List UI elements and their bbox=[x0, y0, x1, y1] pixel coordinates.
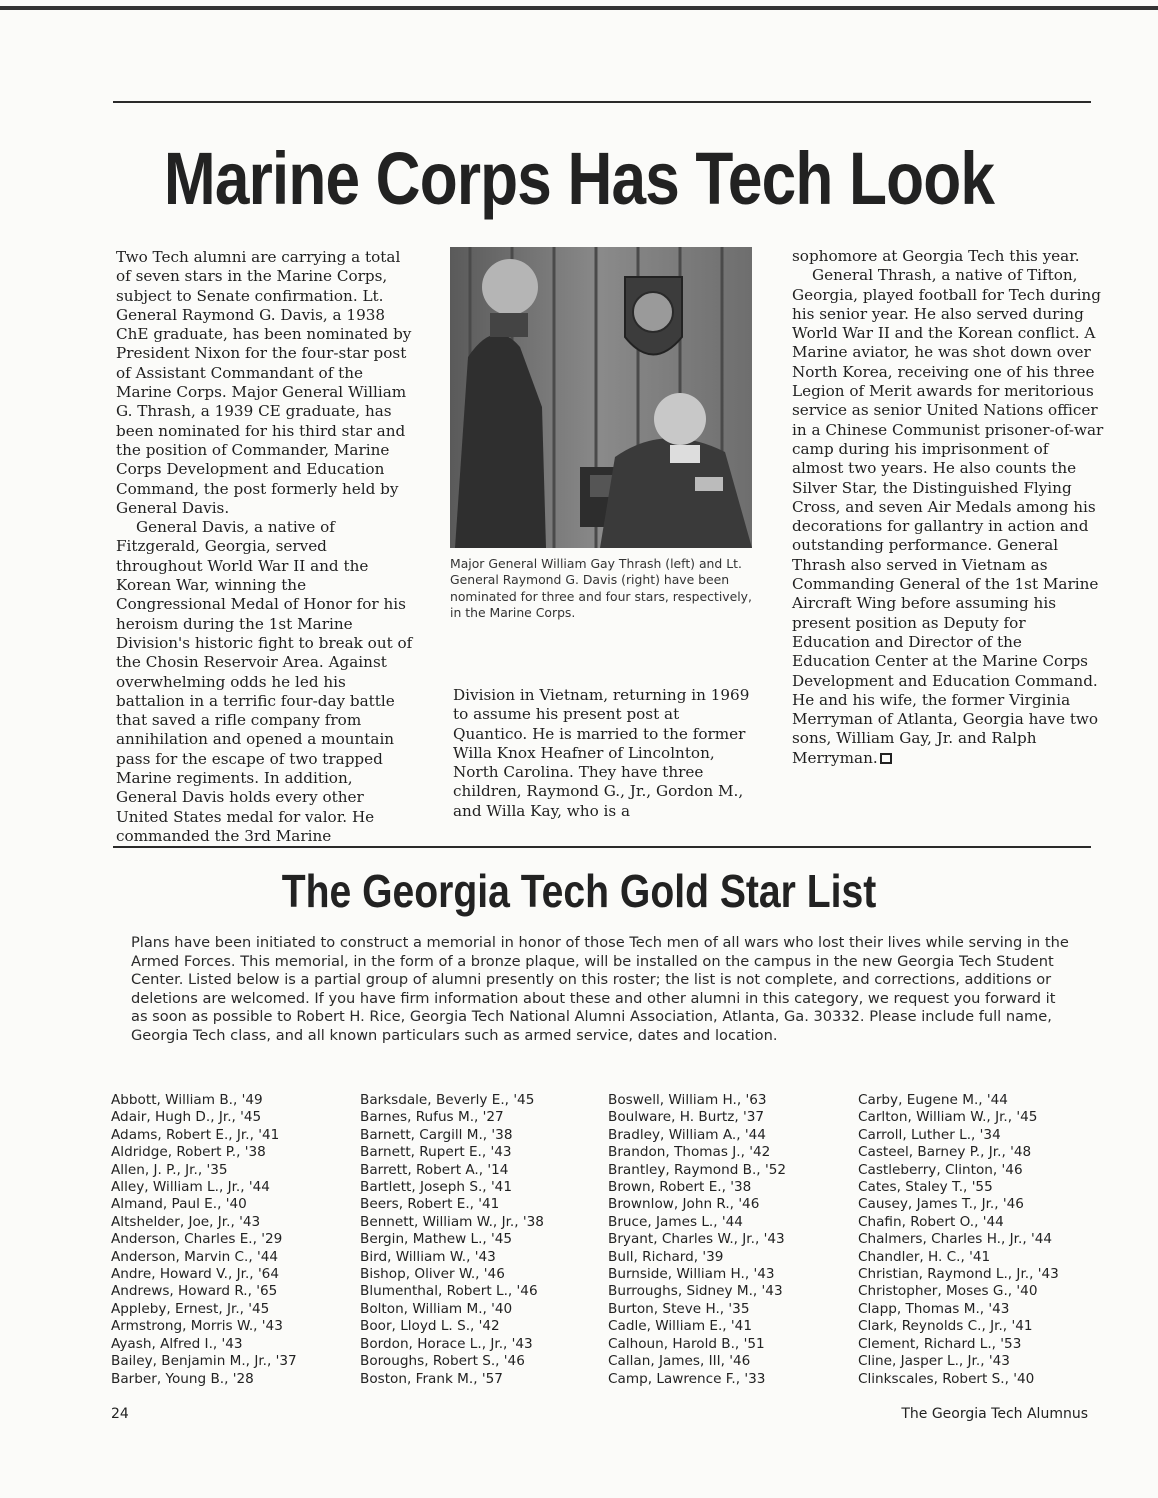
name-entry: Almand, Paul E., '40 bbox=[111, 1196, 247, 1213]
name-entry: Bruce, James L., '44 bbox=[608, 1213, 743, 1230]
name-entry: Bryant, Charles W., Jr., '43 bbox=[608, 1231, 785, 1248]
names-column-4 bbox=[858, 1092, 1098, 1388]
header-rule bbox=[113, 101, 1091, 103]
names-column-1 bbox=[111, 1092, 343, 1388]
name-entry: Bull, Richard, '39 bbox=[608, 1248, 724, 1265]
name-entry: Barksdale, Beverly E., '45 bbox=[360, 1092, 535, 1108]
name-entry: Anderson, Marvin C., '44 bbox=[111, 1248, 279, 1265]
name-entry: Ayash, Alfred I., '43 bbox=[111, 1335, 243, 1352]
page-number: 24 bbox=[111, 1406, 129, 1422]
name-entry: Beers, Robert E., '41 bbox=[360, 1196, 500, 1213]
article-column-3 bbox=[792, 247, 1104, 768]
name-entry: Adair, Hugh D., Jr., '45 bbox=[111, 1109, 262, 1126]
name-entry: Blumenthal, Robert L., '46 bbox=[360, 1283, 538, 1300]
name-entry: Appleby, Ernest, Jr., '45 bbox=[111, 1300, 270, 1317]
name-entry: Abbott, William B., '49 bbox=[111, 1092, 263, 1108]
name-entry: Burton, Steve H., '35 bbox=[608, 1300, 750, 1317]
name-entry: Barber, Young B., '28 bbox=[111, 1370, 254, 1387]
name-entry: Bartlett, Joseph S., '41 bbox=[360, 1179, 512, 1196]
name-entry: Brownlow, John R., '46 bbox=[608, 1196, 760, 1213]
article-paragraph: Two Tech alumni are carrying a total of seven stars in the Marine Corps, subject to Senate confirmation. Lt. General Raymond G. Davis, a 1938 ChE graduate, has been nominated by President Nixon for the four-star post of Assistant Commandant of the Marine Corps. Major General William G. Thrash, a 1939 CE graduate, has been nominated for his third star and the position of Commander, Marine Corps Development and Education Command, the post formerly held by General Davis. bbox=[116, 248, 412, 517]
name-entry: Brantley, Raymond B., '52 bbox=[608, 1161, 786, 1178]
name-entry: Cates, Staley T., '55 bbox=[858, 1179, 993, 1196]
name-entry: Andre, Howard V., Jr., '64 bbox=[111, 1266, 279, 1283]
name-entry: Carby, Eugene M., '44 bbox=[858, 1092, 1008, 1108]
name-entry: Calhoun, Harold B., '51 bbox=[608, 1335, 765, 1352]
name-entry: Christopher, Moses G., '40 bbox=[858, 1283, 1038, 1300]
name-entry: Bolton, William M., '40 bbox=[360, 1300, 513, 1317]
publication-name: The Georgia Tech Alumnus bbox=[901, 1406, 1088, 1422]
name-entry: Alley, William L., Jr., '44 bbox=[111, 1179, 270, 1196]
name-entry: Boulware, H. Burtz, '37 bbox=[608, 1109, 765, 1126]
name-entry: Brandon, Thomas J., '42 bbox=[608, 1144, 771, 1161]
photo-caption: Major General William Gay Thrash (left) and Lt. General Raymond G. Davis (right) have been nominated for three and four stars, respectively, in the Marine Corps. bbox=[450, 556, 752, 620]
name-entry: Adams, Robert E., Jr., '41 bbox=[111, 1126, 280, 1143]
name-entry: Bennett, William W., Jr., '38 bbox=[360, 1213, 544, 1230]
name-entry: Barnett, Cargill M., '38 bbox=[360, 1126, 513, 1143]
name-entry: Bailey, Benjamin M., Jr., '37 bbox=[111, 1353, 297, 1370]
names-column-2 bbox=[360, 1092, 592, 1388]
name-entry: Bishop, Oliver W., '46 bbox=[360, 1266, 505, 1283]
article-column-2 bbox=[453, 686, 758, 821]
generals-photo bbox=[450, 247, 752, 548]
name-entry: Altshelder, Joe, Jr., '43 bbox=[111, 1213, 261, 1230]
name-entry: Armstrong, Morris W., '43 bbox=[111, 1318, 283, 1335]
article-paragraph: sophomore at Georgia Tech this year. bbox=[792, 247, 1080, 265]
name-entry: Barnett, Rupert E., '43 bbox=[360, 1144, 512, 1161]
name-entry: Burnside, William H., '43 bbox=[608, 1266, 775, 1283]
name-entry: Boston, Frank M., '57 bbox=[360, 1370, 503, 1387]
name-entry: Barnes, Rufus M., '27 bbox=[360, 1109, 504, 1126]
name-entry: Bird, William W., '43 bbox=[360, 1248, 496, 1265]
name-entry: Allen, J. P., Jr., '35 bbox=[111, 1161, 228, 1178]
name-entry: Clapp, Thomas M., '43 bbox=[858, 1300, 1010, 1317]
name-entry: Brown, Robert E., '38 bbox=[608, 1179, 752, 1196]
name-entry: Clark, Reynolds C., Jr., '41 bbox=[858, 1318, 1033, 1335]
name-entry: Chandler, H. C., '41 bbox=[858, 1248, 991, 1265]
name-entry: Callan, James, III, '46 bbox=[608, 1353, 751, 1370]
names-column-3 bbox=[608, 1092, 840, 1388]
name-entry: Cadle, William E., '41 bbox=[608, 1318, 752, 1335]
gold-star-title: The Georgia Tech Gold Star List bbox=[281, 865, 877, 917]
name-entry: Chalmers, Charles H., Jr., '44 bbox=[858, 1231, 1052, 1248]
name-entry: Bradley, William A., '44 bbox=[608, 1126, 766, 1143]
name-entry: Andrews, Howard R., '65 bbox=[111, 1283, 278, 1300]
name-entry: Carroll, Luther L., '34 bbox=[858, 1126, 1001, 1143]
photo-image bbox=[450, 247, 752, 548]
article-column-1 bbox=[116, 248, 416, 846]
name-entry: Cline, Jasper L., Jr., '43 bbox=[858, 1353, 1010, 1370]
article-paragraph bbox=[792, 266, 1104, 768]
name-entry: Camp, Lawrence F., '33 bbox=[608, 1370, 766, 1387]
article-paragraph: General Davis, a native of Fitzgerald, Georgia, served throughout World War II and the Korean War, winning the Congressional Medal of Honor for his heroism during the 1st Marine Division's historic fight to break out of the Chosin Reservoir Area. Against overwhelming odds he led his battalion in a terrific four-day battle that saved a rifle company from annihilation and opened a mountain pass for the escape of two trapped Marine regiments. In addition, General Davis holds every other United States medal for valor. He commanded the 3rd Marine bbox=[116, 518, 413, 845]
name-entry: Causey, James T., Jr., '46 bbox=[858, 1196, 1024, 1213]
name-entry: Bordon, Horace L., Jr., '43 bbox=[360, 1335, 533, 1352]
name-entry: Christian, Raymond L., Jr., '43 bbox=[858, 1266, 1059, 1283]
name-entry: Boroughs, Robert S., '46 bbox=[360, 1353, 525, 1370]
name-entry: Barrett, Robert A., '14 bbox=[360, 1161, 509, 1178]
name-entry: Boor, Lloyd L. S., '42 bbox=[360, 1318, 500, 1335]
end-mark-icon bbox=[880, 753, 892, 764]
name-entry: Anderson, Charles E., '29 bbox=[111, 1231, 283, 1248]
name-entry: Carlton, William W., Jr., '45 bbox=[858, 1109, 1038, 1126]
gold-star-intro: Plans have been initiated to construct a memorial in honor of those Tech men of all wars who lost their lives while serving in the Armed Forces. This memorial, in the form of a bronze plaque, will be installed on the campus in the new Georgia Tech Student Center. Listed below is a partial group of alumni presently on this roster; the list is not complete, and corrections, additions or deletions are welcomed. If you have firm information about these and other alumni in this category, we request you forward it as soon as possible to Robert H. Rice, Georgia Tech National Alumni Association, Atlanta, Ga. 30332. Please include full name, Georgia Tech class, and all known particulars such as armed service, dates and location. bbox=[131, 934, 1069, 1044]
name-entry: Burroughs, Sidney M., '43 bbox=[608, 1283, 783, 1300]
article-paragraph: Division in Vietnam, returning in 1969 to assume his present post at Quantico. He is married to the former Willa Knox Heafner of Lincolnton, North Carolina. They have three children, Raymond G., Jr., Gordon M., and Willa Kay, who is a bbox=[453, 686, 750, 820]
name-entry: Bergin, Mathew L., '45 bbox=[360, 1231, 513, 1248]
section-rule bbox=[113, 846, 1091, 848]
name-entry: Aldridge, Robert P., '38 bbox=[111, 1144, 266, 1161]
article-title: Marine Corps Has Tech Look bbox=[163, 137, 995, 220]
name-entry: Clinkscales, Robert S., '40 bbox=[858, 1370, 1035, 1387]
name-entry: Chafin, Robert O., '44 bbox=[858, 1213, 1004, 1230]
name-entry: Casteel, Barney P., Jr., '48 bbox=[858, 1144, 1032, 1161]
name-entry: Clement, Richard L., '53 bbox=[858, 1335, 1022, 1352]
name-entry: Castleberry, Clinton, '46 bbox=[858, 1161, 1023, 1178]
top-edge-rule bbox=[0, 6, 1158, 10]
name-entry: Boswell, William H., '63 bbox=[608, 1092, 767, 1108]
article-paragraph-text: General Thrash, a native of Tifton, Georgia, played football for Tech during his senior year. He also served during World War II and the Korean conflict. A Marine aviator, he was shot down over North Korea, receiving one of his three Legion of Merit awards for meritorious service as senior United Nations officer in a Chinese Communist prisoner-of-war camp during his imprisonment of almost two years. He also counts the Silver Star, the Distinguished Flying Cross, and seven Air Medals among his decorations for gallantry in action and outstanding performance. General Thrash also served in Vietnam as Commanding General of the 1st Marine Aircraft Wing before assuming his present position as Deputy for Education and Director of the Education Center at the Marine Corps Development and Education Command. He and his wife, the former Virginia Merryman of Atlanta, Georgia have two sons, William Gay, Jr. and Ralph Merryman. bbox=[792, 266, 1104, 767]
